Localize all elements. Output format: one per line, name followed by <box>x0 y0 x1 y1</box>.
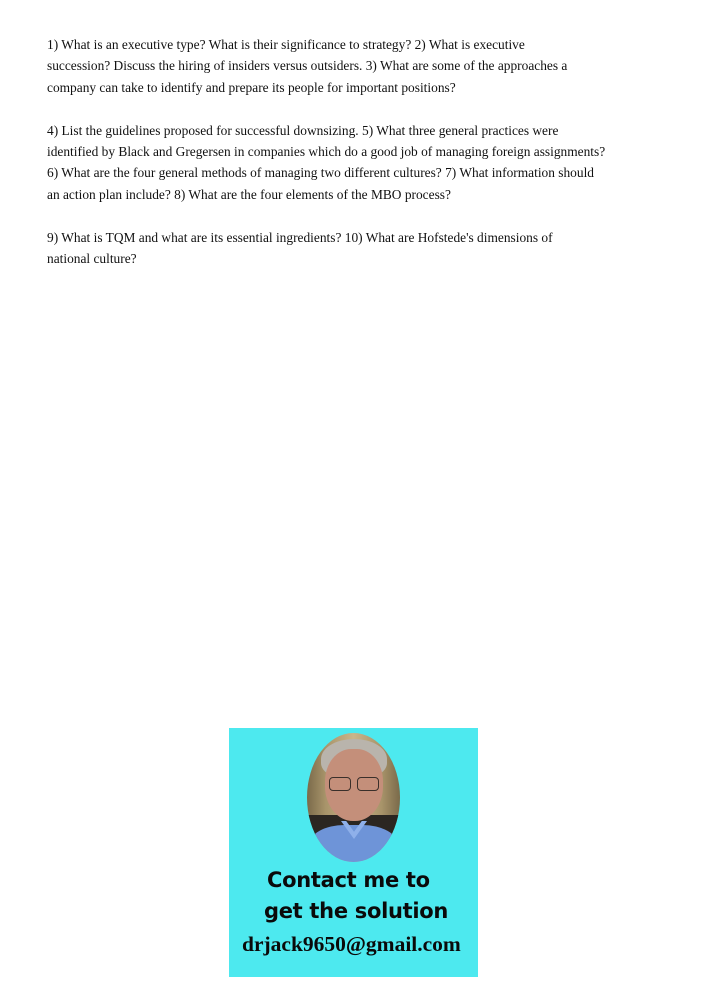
text-line: 9) What is TQM and what are its essential ingredients? 10) What are Hofstede's dimensions of <box>47 230 553 246</box>
text-line: succession? Discuss the hiring of insiders versus outsiders. 3) What are some of the approaches a <box>47 58 568 74</box>
promo-headline-line2: get the solution <box>264 899 449 923</box>
question-paragraph-2 <box>47 120 667 205</box>
question-paragraph-1 <box>47 34 667 98</box>
text-line: company can take to identify and prepare its people for important positions? <box>47 79 456 95</box>
contact-promo-banner <box>229 728 478 977</box>
document-body <box>47 34 667 292</box>
text-line: national culture? <box>47 251 137 267</box>
question-paragraph-3 <box>47 227 667 270</box>
text-line: 4) List the guidelines proposed for successful downsizing. 5) What three general practices were <box>47 122 559 138</box>
text-line: an action plan include? 8) What are the four elements of the MBO process? <box>47 186 451 202</box>
person-portrait-icon <box>307 733 400 862</box>
promo-headline-line1: Contact me to <box>267 868 430 892</box>
contact-email: drjack9650@gmail.com <box>242 932 461 956</box>
text-line: 6) What are the four general methods of managing two different cultures? 7) What information should <box>47 165 594 181</box>
text-line: 1) What is an executive type? What is their significance to strategy? 2) What is executive <box>47 37 525 52</box>
text-line: identified by Black and Gregersen in companies which do a good job of managing foreign assignments? <box>47 144 606 160</box>
